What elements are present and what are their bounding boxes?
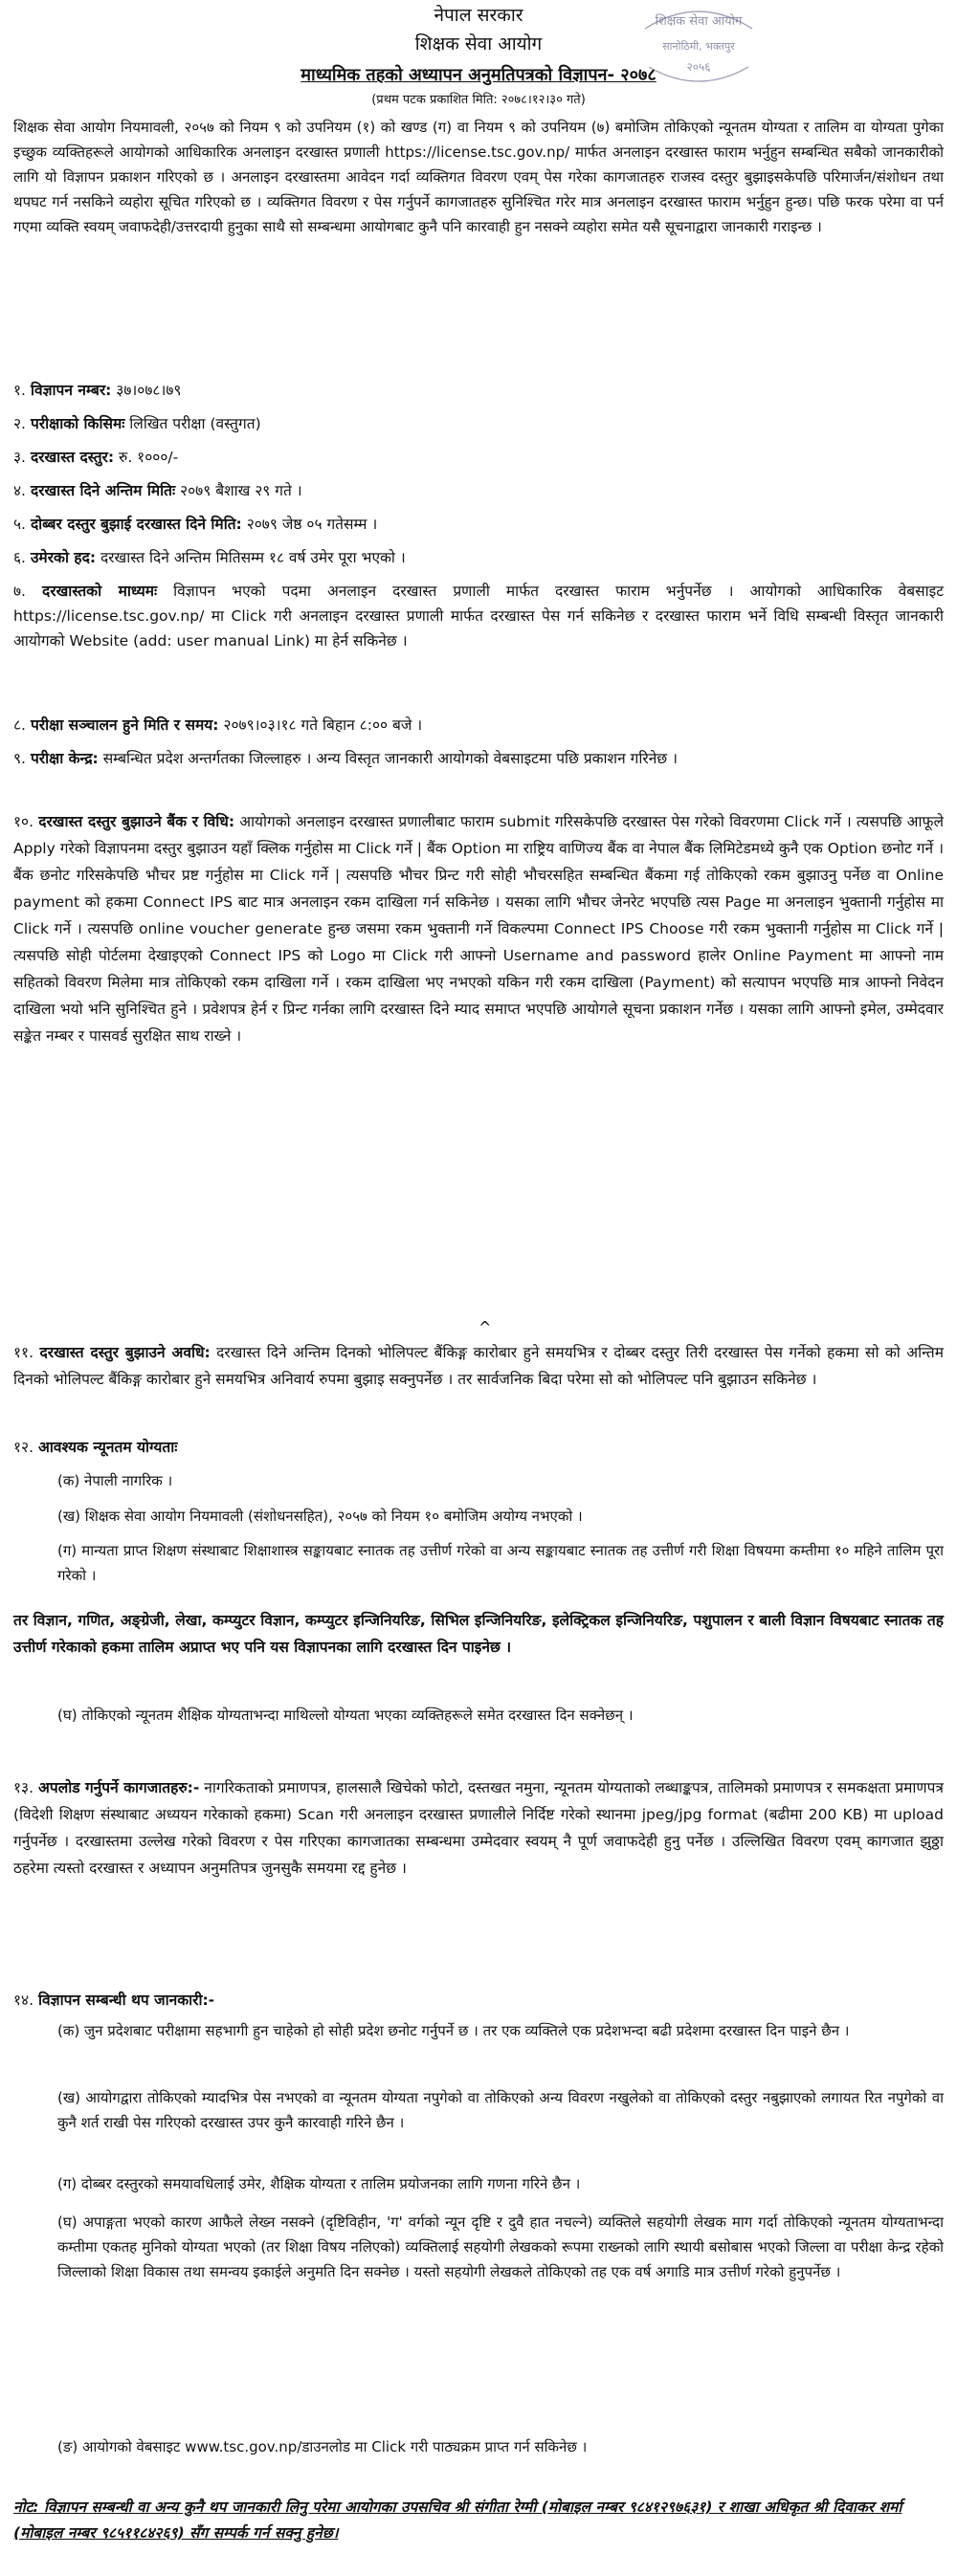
caret-mark: ^ [478, 1318, 492, 1336]
government-name: नेपाल सरकार [434, 5, 523, 26]
item-9: ९. परीक्षा केन्द्र: सम्बन्धित प्रदेश अन्तर्गतका जिल्लाहरु । अन्य विस्तृत जानकारी आयोगको वेबसाइटमा पछि प्रकाशन गरिनेछ । [13, 750, 678, 767]
item-4: ४. दरखास्त दिने अन्तिम मितिः २०७९ बैशाख २९ गते । [13, 482, 302, 499]
item-12-gha: (घ) तोकिएको न्यूनतम शैक्षिक योग्यताभन्दा माथिल्लो योग्यता भएका व्यक्तिहरूले समेत दरखास्त दिन सक्नेछन् । [57, 1706, 634, 1724]
office-stamp [635, 0, 762, 92]
item-14-heading: १४. विज्ञापन सम्बन्धी थप जानकारी:- [13, 1992, 215, 2009]
item-12-bold-note: तर विज्ञान, गणित, अङ्ग्रेजी, लेखा, कम्प्युटर विज्ञान, कम्प्युटर इन्जिनियरिङ, सिभिल इन्जिनियरिङ, इलेक्ट्रिकल इन्जिनियरिङ, पशुपालन र बाली विज्ञान विषयबाट स्नातक तह उत्तीर्ण गरेकाको हकमा तालिम अप्राप्त भए पनि यस विज्ञापनका लागि दरखास्त दिन पाइनेछ । [13, 1612, 944, 1656]
stamp-text-2: सानोठिमी, भक्तपुर [662, 40, 735, 53]
item-14-ka: (क) जुन प्रदेशबाट परीक्षामा सहभागी हुन चाहेको हो सोही प्रदेश छनोट गर्नुपर्ने छ । तर एक व्यक्तिले एक प्रदेशभन्दा बढी प्रदेशमा दरखास्त दिन पाइने छैन । [57, 2022, 850, 2039]
item-14-kha: (ख) आयोगद्वारा तोकिएको म्यादभित्र पेस नभएको वा न्यूनतम योग्यता नपुगेको वा तोकिएको अन्य विवरण नखुलेको वा तोकिएको दस्तुर नबुझाएको लगायत रित नपुगेको वा कुनै शर्त राखी पेस गरिएको दरखास्त उपर कुनै कारवाही गरिने छैन । [57, 2089, 944, 2131]
commission-name: शिक्षक सेवा आयोग [414, 33, 543, 55]
item-12-ga: (ग) मान्यता प्राप्त शिक्षण संस्थाबाट शिक्षाशास्त्र सङ्कायबाट स्नातक तह उत्तीर्ण गरेको वा अन्य सङ्कायबाट स्नातक तह उत्तीर्ण गरी शिक्षा विषयमा कम्तीमा १० महिने तालिम पूरा गरेको । [57, 1542, 944, 1584]
publish-date: (प्रथम पटक प्रकाशित मिति: २०७८।१२।३० गते) [371, 93, 586, 107]
item-10: १०. दरखास्त दस्तुर बुझाउने बैंक र विधि: आयोगको अनलाइन दरखास्त प्रणालीबाट फाराम submit गरिसकेपछि दरखास्त पेस गरेको विवरणमा Click गर्ने । त्यसपछि आफूले Apply गरेको विज्ञापनमा दस्तुर बुझाउन यहाँ क्लिक गर्नुहोस मा Click गर्ने | बैंक Option मा राष्ट्रिय वाणिज्य बैंक वा नेपाल बैंक लिमिटेडमध्ये कुनै एक Option छनोट गर्ने । बैंक छनोट गरिसकेपछि भौचर प्रष्ट गर्नुहोस मा Click गर्ने | त्यसपछि भौचर प्रिन्ट गरी सोही भौचरसहित सम्बन्धित बैंकमा गई तोकिएको रकम बुझाउनु पर्नेछ वा Online payment को हकमा Connect IPS बाट मात्र अनलाइन रकम दाखिला गर्न सकिनेछ । यसका लागि भौचर जेनरेट भएपछि त्यस Page मा अनलाइन भुक्तानी गर्नुहोस मा Click गर्ने । त्यसपछि online voucher generate हुन्छ जसमा रकम भुक्तानी गर्ने विकल्पमा Connect IPS Choose गरी रकम भुक्तानी गर्नुहोस मा Click गर्ने | त्यसपछि सोही पोर्टलमा देखाइएको Connect IPS को Logo मा Click गरी आफ्नो Username and password हालेर Online Payment मा आफ्नो नाम सहितको विवरण मिलेमा मात्र तोकिएको रकम दाखिला गर्ने । रकम दाखिला भए नभएको यकिन गरी रकम दाखिला (Payment) को सत्यापन भएपछि मात्र आफ्नो निवेदन दाखिला भयो भनि सुनिश्चित हुने । प्रवेशपत्र हेर्न र प्रिन्ट गर्नका लागि दरखास्त दिने म्याद समाप्त भएपछि आयोगले सूचना प्रकाशन गर्नेछ । यसका लागि आफ्नो इमेल, उम्मेदवार सङ्केत नम्बर र पासवर्ड सुरक्षित साथ राख्ने । [13, 813, 944, 1045]
item-2: २. परीक्षाको किसिमः लिखित परीक्षा (वस्तुगत) [13, 415, 261, 432]
item-11: ११. दरखास्त दस्तुर बुझाउने अवधि: दरखास्त दिने अन्तिम दिनको भोलिपल्ट बैंकिङ्ग कारोबार हुने समयभित्र र दोब्बर दस्तुर तिरी दरखास्त पेस गर्नेको हकमा सो को अन्तिम दिनको भोलिपल्ट बैंकिङ्ग कारोबार हुने समयभित्र अनिवार्य रुपमा बुझाइ सक्नुपर्नेछ । तर सार्वजनिक बिदा परेमा सो को भोलिपल्ट पनि बुझाउन सकिनेछ । [13, 1344, 945, 1388]
contact-note: नोट: विज्ञापन सम्बन्धी वा अन्य कुनै थप जानकारी लिनु परेमा आयोगका उपसचिव श्री संगीता रेग्मी (मोबाइल नम्बर ९८४१२९७६३१) र शाखा अधिकृत श्री दिवाकर शर्मा (मोबाइल नम्बर ९८५११८४२६९) सँग सम्पर्क गर्न सक्नु हुनेछ। [13, 2499, 902, 2542]
item-12-heading: १२. आवश्यक न्यूनतम योग्यताः [13, 1439, 178, 1456]
stamp-year: २०५६ [686, 60, 711, 74]
item-14-ga: (ग) दोब्बर दस्तुरको समयावधिलाई उमेर, शैक्षिक योग्यता र तालिम प्रयोजनका लागि गणना गरिने छैन । [57, 2175, 581, 2192]
notice-title: माध्यमिक तहको अध्यापन अनुमतिपत्रको विज्ञापन- २०७८ [300, 65, 657, 85]
item-12-kha: (ख) शिक्षक सेवा आयोग नियमावली (संशोधनसहित), २०५७ को नियम १० बमोजिम अयोग्य नभएको । [57, 1508, 583, 1525]
item-12-ka: (क) नेपाली नागरिक । [57, 1472, 173, 1489]
item-5: ५. दोब्बर दस्तुर बुझाई दरखास्त दिने मिति: २०७९ जेष्ठ ०५ गतेसम्म । [13, 516, 378, 533]
item-14-nga: (ङ) आयोगको वेबसाइट www.tsc.gov.np/डाउनलोड मा Click गरी पाठ्यक्रम प्राप्त गर्न सकिनेछ । [57, 2438, 588, 2455]
stamp-text-1: शिक्षक सेवा आयोग [655, 14, 743, 29]
intro-paragraph: शिक्षक सेवा आयोग नियमावली, २०५७ को नियम ९ को उपनियम (१) को खण्ड (ग) वा नियम ९ को उपनियम (७) बमोजिम तोकिएको न्यूनतम योग्यता र तालिम वा योग्यता पुगेका इच्छुक व्यक्तिहरूले आयोगको आधिकारिक अनलाइन दरखास्त प्रणाली https://license.tsc.gov.np/ मार्फत अनलाइन दरखास्त फाराम भर्नुहुन सम्बन्धित सबैको जानकारीको लागि यो विज्ञापन प्रकाशन गरिएको छ । अनलाइन दरखास्तमा आवेदन गर्दा व्यक्तिगत विवरण एवम् पेस गरेका कागजातहरु राजस्व दस्तुर बुझाइसकेपछि परिमार्जन/संशोधन तथा थपघट गर्न नसकिने व्यहोरा सूचित गरिएको छ । व्यक्तिगत विवरण र पेस गर्नुपर्ने कागजातहरु सुनिश्चित गरेर मात्र अनलाइन दरखास्त फाराम भर्नुहुन हुन्छ। पछि फरक परेमा वा पर्न गएमा व्यक्ति स्वयम् जवाफदेही/उत्तरदायी हुनुका साथै सो सम्बन्धमा आयोगबाट कुनै पनि कारवाही हुन नसक्ने व्यहोरा समेत यसै सूचनाद्वारा जानकारी गराइन्छ । [13, 119, 944, 235]
item-1: १. विज्ञापन नम्बर: ३७।०७८।७९ [13, 382, 182, 399]
item-14-gha: (घ) अपाङ्गता भएको कारण आफैले लेख्न नसक्ने (दृष्टिविहीन, 'ग' वर्गको न्यून दृष्टि र दुवै हात नचल्ने) व्यक्तिले सहयोगी लेखक माग गर्दा तोकिएको न्यूनतम योग्यताभन्दा कम्तीमा एकतह मुनिको योग्यता भएको (तर शिक्षा विषय नलिएको) व्यक्तिलाई सहयोगी लेखकको रूपमा राख्नको लागि स्थायी बसोबास भएको जिल्ला वा परीक्षा केन्द्र रहेको जिल्लाको शिक्षा विकास तथा समन्वय इकाईले अनुमति दिन सक्नेछ । यस्तो सहयोगी लेखकले तोकिएको तह एक वर्ष अगाडि मात्र उत्तीर्ण गरेको हुनुपर्नेछ । [57, 2213, 944, 2280]
item-13: १३. अपलोड गर्नुपर्ने कागजातहरु:- नागरिकताको प्रमाणपत्र, हालसालै खिचेको फोटो, दस्तखत नमुना, न्यूनतम योग्यताको लब्धाङ्कपत्र, तालिमको प्रमाणपत्र र समकक्षता प्रमाणपत्र (विदेशी शिक्षण संस्थाबाट अध्ययन गरेकाको हकमा) Scan गरी अनलाइन दरखास्त प्रणालीले निर्दिष्ट गरेको स्थानमा jpeg/jpg format (बढीमा 200 KB) मा upload गर्नुपर्नेछ । दरखास्तमा उल्लेख गरेको विवरण र पेस गरिएका कागजातका सम्बन्धमा उम्मेदवार स्वयम् नै पूर्ण जवाफदेही हुनु पर्नेछ । उल्लिखित विवरण एवम् कागजात झुठ्ठा ठहरेमा त्यस्तो दरखास्त र अध्यापन अनुमतिपत्र जुनसुकै समयमा रद्द हुनेछ । [13, 1779, 944, 1877]
item-8: ८. परीक्षा सञ्चालन हुने मिति र समय: २०७९।०३।१८ गते बिहान ८:०० बजे । [13, 716, 423, 734]
item-6: ६. उमेरको हद: दरखास्त दिने अन्तिम मितिसम्म १८ वर्ष उमेर पूरा भएको । [13, 549, 406, 566]
item-7: ७. दरखास्तको माध्यमः विज्ञापन भएको पदमा अनलाइन दरखास्त प्रणाली मार्फत दरखास्त फाराम भर्नुपर्नेछ । आयोगको आधिकारिक वेबसाइट https://license.tsc.gov.np/ मा Click गरी अनलाइन दरखास्त प्रणाली मार्फत दरखास्त पेस गर्न सकिनेछ र दरखास्त फाराम भर्ने विधि सम्बन्धी विस्तृत जानकारी आयोगको Website (add: user manual Link) मा हेर्न सकिनेछ । [13, 583, 945, 650]
item-3: ३. दरखास्त दस्तुर: रु. १०००/- [13, 449, 179, 466]
